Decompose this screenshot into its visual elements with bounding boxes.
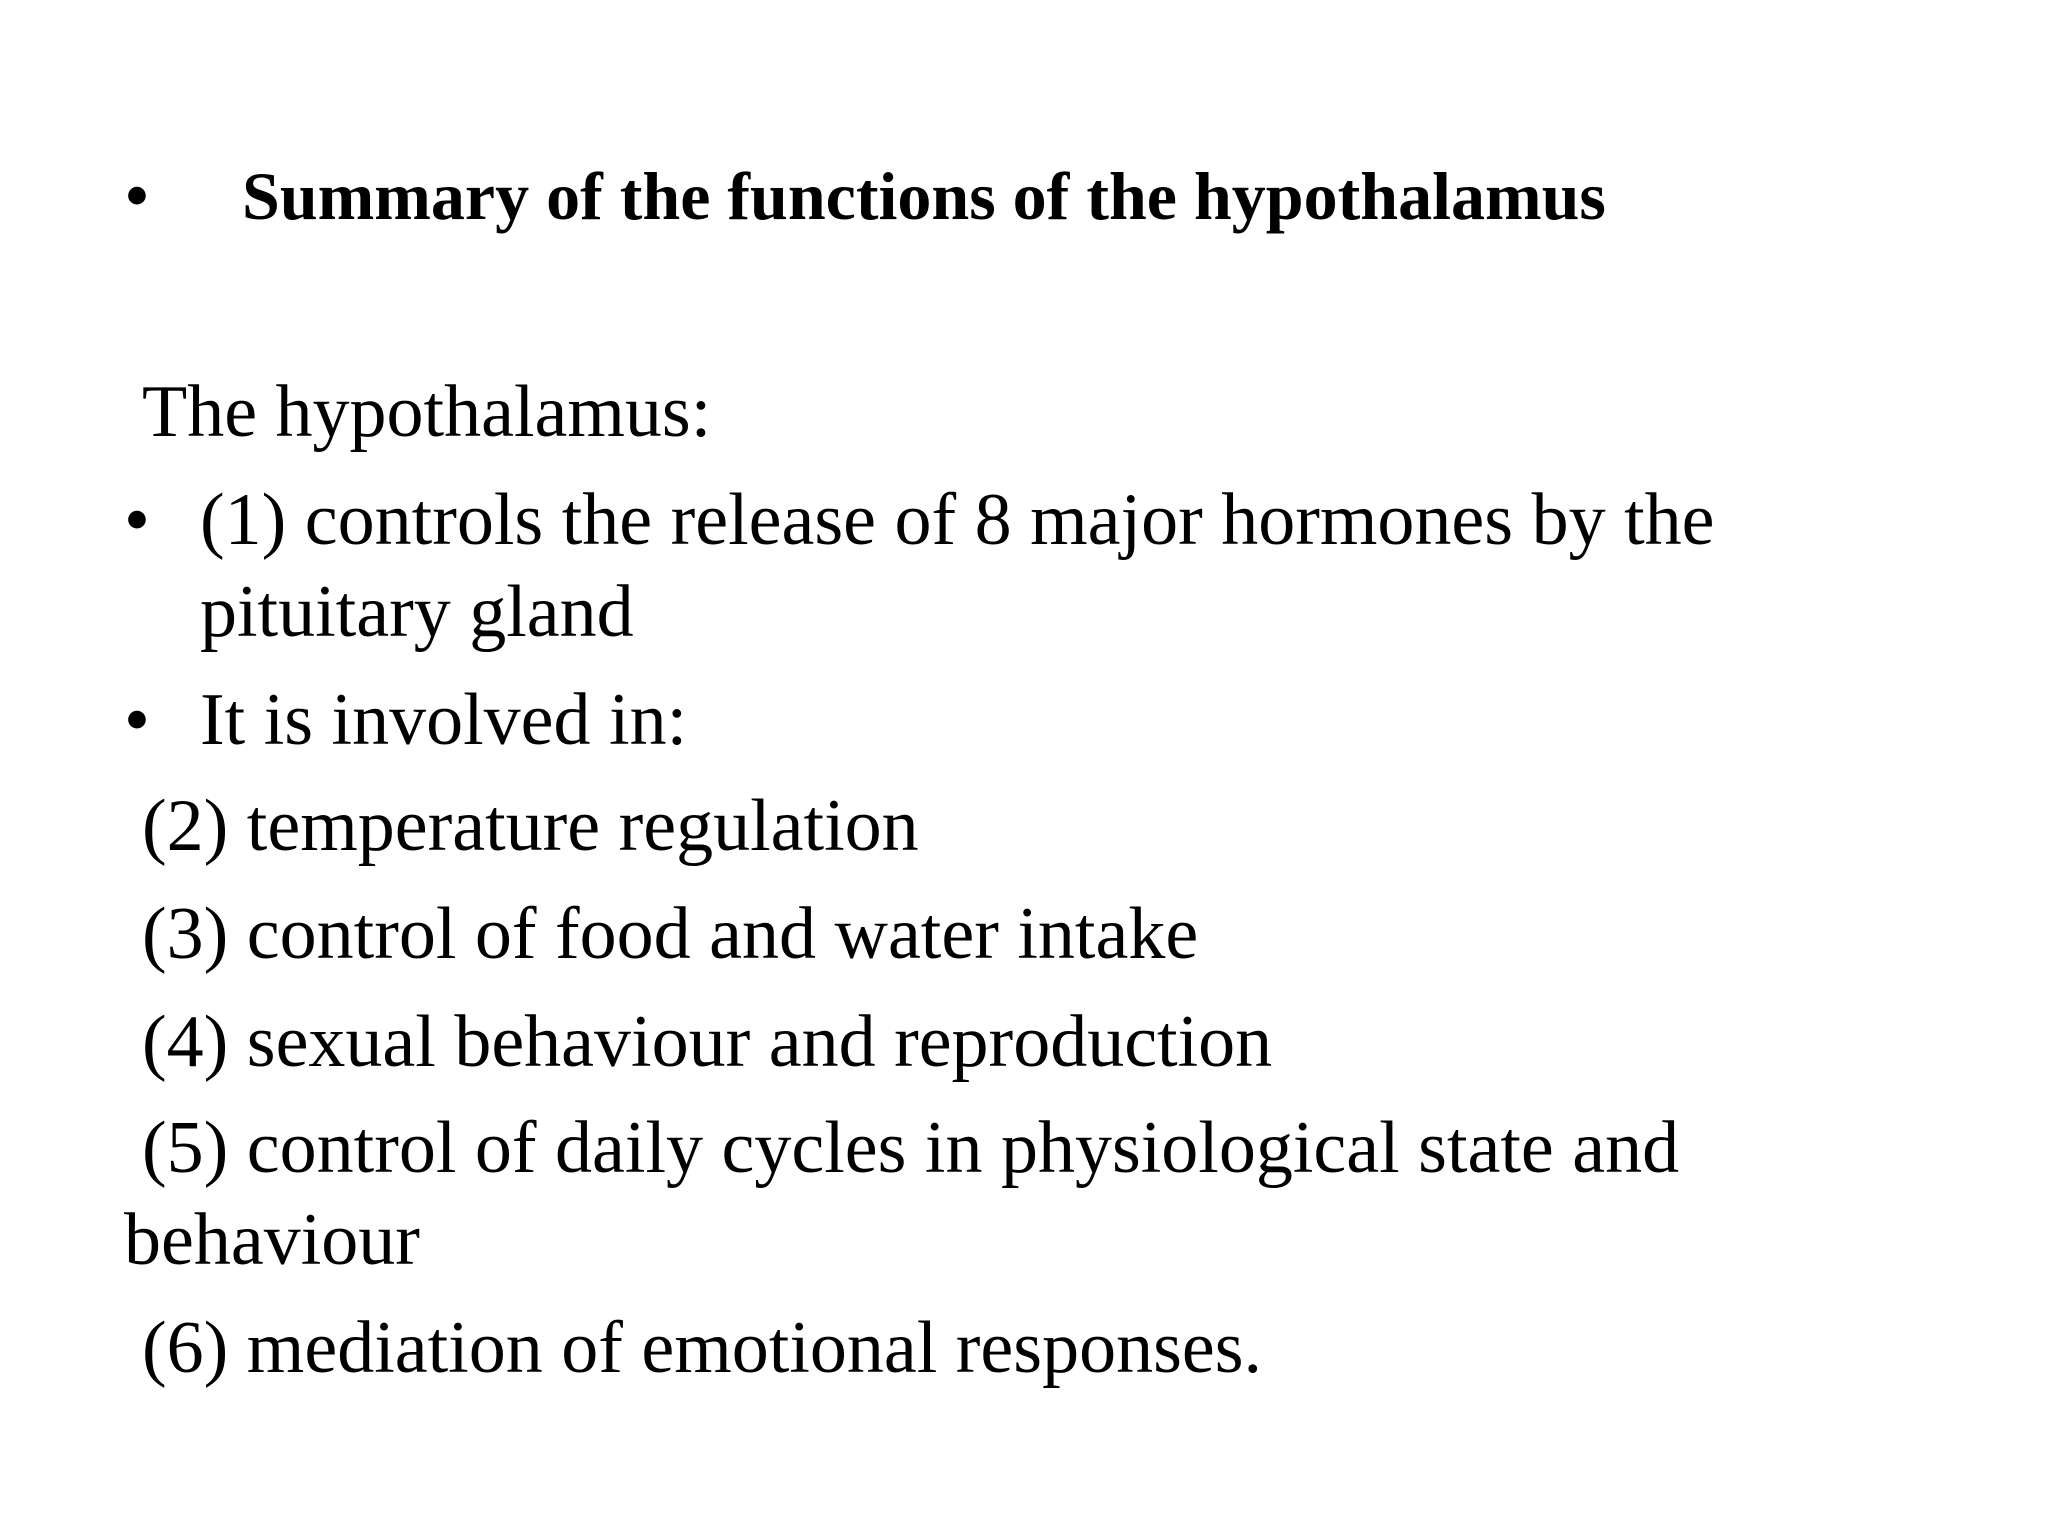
bullet-involved: •	[124, 679, 150, 761]
item5-line1: (5) control of daily cycles in physiological state and	[142, 1107, 1680, 1189]
item3: (3) control of food and water intake	[142, 893, 1199, 975]
intro-text: The hypothalamus:	[142, 371, 712, 453]
item1-line1: (1) controls the release of 8 major hormones by the	[200, 479, 1715, 561]
item2: (2) temperature regulation	[142, 785, 919, 867]
bullet-item1: •	[124, 479, 150, 561]
item5-line2: behaviour	[124, 1199, 420, 1281]
involved-text: It is involved in:	[200, 679, 688, 761]
slide-title: Summary of the functions of the hypothalamus	[242, 158, 1606, 234]
item1-line2: pituitary gland	[200, 571, 634, 653]
item6: (6) mediation of emotional responses.	[142, 1307, 1263, 1389]
title-bullet: •	[124, 155, 150, 237]
item4: (4) sexual behaviour and reproduction	[142, 1001, 1273, 1083]
